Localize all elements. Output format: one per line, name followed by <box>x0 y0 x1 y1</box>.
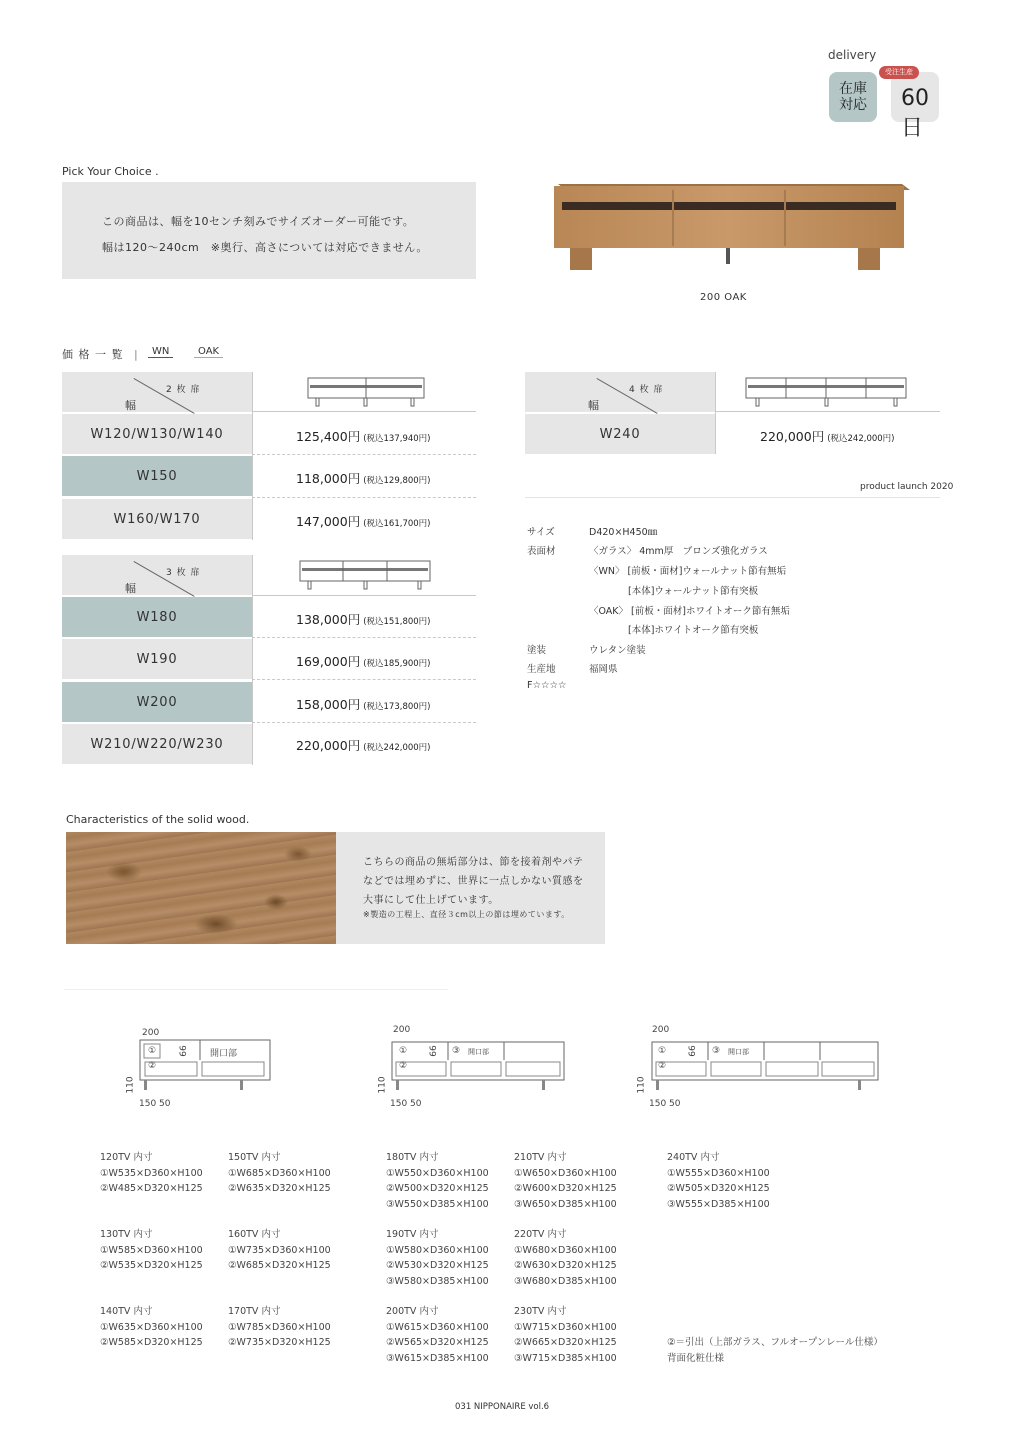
dimension-line: ③W680×D385×H100 <box>514 1275 617 1287</box>
two-door-icon <box>306 376 426 410</box>
dimension-block <box>386 1150 489 1212</box>
wood-texture-image <box>66 832 336 944</box>
dimension-line: ②W635×D320×H125 <box>228 1183 331 1194</box>
price-cell: 169,000円 (税込185,900円) <box>296 654 431 669</box>
stock-line2: 対応 <box>839 97 867 113</box>
characteristics-line1: こちらの商品の無垢部分は、節を接着剤やパテ <box>363 857 584 868</box>
dimension-line: ①W715×D360×H100 <box>514 1321 617 1333</box>
back-note: 背面化粧仕様 <box>667 1353 725 1364</box>
lead-time-badge <box>891 72 939 141</box>
diagram-inner-h: 99 <box>685 1045 696 1057</box>
dimension-line: ①W635×D360×H100 <box>100 1321 203 1333</box>
dimension-block <box>100 1227 203 1274</box>
dimension-title: 220TV 内寸 <box>514 1229 567 1240</box>
dimension-line: ②W535×D320×H125 <box>100 1260 203 1271</box>
lead-time-days: 60日 <box>901 86 929 141</box>
diagram-height: 110 <box>377 1076 388 1094</box>
delivery-label: delivery <box>828 48 877 62</box>
dimension-line: ②W565×D320×H125 <box>386 1337 489 1348</box>
spec-label: 生産地 <box>527 664 556 675</box>
four-door-icon <box>744 376 910 410</box>
price-list-title <box>62 346 139 362</box>
characteristics-title: Characteristics of the solid wood. <box>66 813 250 826</box>
dimension-title: 240TV 内寸 <box>667 1152 720 1163</box>
dimension-block <box>514 1227 617 1289</box>
dimension-block <box>386 1227 489 1289</box>
diagram-height: 110 <box>125 1076 136 1094</box>
two-door-label: 2 枚 扉 <box>166 385 201 395</box>
price-cell: 138,000円 (税込151,800円) <box>296 612 431 627</box>
diagram-bottom: 150 50 <box>390 1099 422 1109</box>
diagram-inner-h: 99 <box>176 1045 187 1057</box>
price-cell: 220,000円 (税込242,000円) <box>760 429 895 444</box>
characteristics-line3: 大事にして仕上げています。 <box>363 895 499 906</box>
price-list-divider: | <box>134 348 139 361</box>
dimension-line: ②W485×D320×H125 <box>100 1183 203 1194</box>
spec-value: [本体]ウォールナット節有突板 <box>628 586 759 597</box>
dimension-line: ①W535×D360×H100 <box>100 1167 203 1179</box>
width-cell: W210/W220/W230 <box>62 724 252 764</box>
dimension-line: ①W615×D360×H100 <box>386 1321 489 1333</box>
dimension-line: ①W785×D360×H100 <box>228 1321 331 1333</box>
footer: 031 NIPPONAIRE vol.6 <box>455 1402 550 1412</box>
pick-line1: この商品は、幅を10センチ刻みでサイズオーダー可能です。 <box>102 215 415 228</box>
dimension-line: ②W685×D320×H125 <box>228 1260 331 1271</box>
dimension-block <box>228 1304 331 1351</box>
pick-title: Pick Your Choice . <box>62 165 159 178</box>
dimension-line: ②W600×D320×H125 <box>514 1183 617 1194</box>
price-list-heading: 価 格 一 覧 <box>62 348 124 361</box>
characteristics-line2: などでは埋めずに、世界に一点しかない質感を <box>363 876 584 887</box>
pick-line2: 幅は120～240cm ※奥行、高さについては対応できません。 <box>102 241 428 254</box>
dimension-title: 150TV 内寸 <box>228 1152 281 1163</box>
dimension-block <box>100 1304 203 1351</box>
dimension-line: ③W715×D385×H100 <box>514 1352 617 1364</box>
diagram-2door <box>120 1038 280 1100</box>
dimension-line: ①W650×D360×H100 <box>514 1167 617 1179</box>
diagram-height: 110 <box>636 1076 647 1094</box>
dimension-title: 170TV 内寸 <box>228 1306 281 1317</box>
diagram-n2: ② <box>658 1061 667 1071</box>
dimension-line: ③W615×D385×H100 <box>386 1352 489 1364</box>
width-header: 幅 <box>125 582 136 595</box>
dimension-line: ③W650×D385×H100 <box>514 1198 617 1210</box>
diagram-n3: ③ <box>712 1046 721 1056</box>
four-door-label: 4 枚 扉 <box>629 385 664 395</box>
dimension-title: 230TV 内寸 <box>514 1306 567 1317</box>
dimension-line: ②W530×D320×H125 <box>386 1260 489 1271</box>
dimension-line: ③W580×D385×H100 <box>386 1275 489 1287</box>
diagram-n2: ② <box>399 1061 408 1071</box>
spec-label: 表面材 <box>527 546 556 557</box>
price-cell: 220,000円 (税込242,000円) <box>296 738 431 753</box>
spec-label: サイズ <box>527 527 555 538</box>
dimension-line: ②W735×D320×H125 <box>228 1337 331 1348</box>
characteristics-note: ※製造の工程上、直径３cm以上の節は埋めています。 <box>363 910 570 919</box>
width-cell: W160/W170 <box>62 499 252 539</box>
diagram-opening: 開口部 <box>468 1048 489 1056</box>
drawer-note: ②＝引出（上部ガラス、フルオープンレール仕様） <box>667 1337 883 1348</box>
price-cell: 125,400円 (税込137,940円) <box>296 429 431 444</box>
spec-value: 〈WN〉 [前板・面材]ウォールナット節有無垢 <box>589 566 787 577</box>
dimension-block <box>514 1304 617 1366</box>
dimension-block <box>386 1304 489 1366</box>
dimension-block <box>667 1150 770 1212</box>
stock-line1: 在庫 <box>839 81 867 97</box>
product-caption: 200 OAK <box>700 292 747 303</box>
diagram-4door <box>632 1038 882 1100</box>
dimension-line: ①W735×D360×H100 <box>228 1244 331 1256</box>
dimension-line: ②W505×D320×H125 <box>667 1183 770 1194</box>
dimension-line: ②W665×D320×H125 <box>514 1337 617 1348</box>
three-door-label: 3 枚 扉 <box>166 568 201 578</box>
spec-value: 福岡県 <box>589 664 618 675</box>
diagram-bottom: 150 50 <box>649 1099 681 1109</box>
diagram-n1: ① <box>148 1046 157 1056</box>
dimension-line: ②W630×D320×H125 <box>514 1260 617 1271</box>
dimension-line: ③W550×D385×H100 <box>386 1198 489 1210</box>
dimension-line: ①W550×D360×H100 <box>386 1167 489 1179</box>
dimension-line: ③W555×D385×H100 <box>667 1198 770 1210</box>
tab-wn[interactable]: WN <box>148 346 173 358</box>
price-cell: 158,000円 (税込173,800円) <box>296 697 431 712</box>
width-cell: W190 <box>62 639 252 679</box>
dimension-block <box>100 1150 203 1197</box>
diagram-n1: ① <box>399 1046 408 1056</box>
width-cell: W150 <box>62 456 252 496</box>
dimension-title: 160TV 内寸 <box>228 1229 281 1240</box>
dimension-block <box>514 1150 617 1212</box>
dimension-title: 180TV 内寸 <box>386 1152 439 1163</box>
dimension-block <box>228 1227 331 1274</box>
spec-label: 塗装 <box>527 645 547 656</box>
dimension-line: ①W555×D360×H100 <box>667 1167 770 1179</box>
dimension-title: 140TV 内寸 <box>100 1306 153 1317</box>
dimension-line: ②W500×D320×H125 <box>386 1183 489 1194</box>
spec-value: 〈ガラス〉 4mm厚 ブロンズ強化ガラス <box>589 546 768 557</box>
width-cell: W120/W130/W140 <box>62 414 252 454</box>
price-cell: 147,000円 (税込161,700円) <box>296 514 431 529</box>
price-cell: 118,000円 (税込129,800円) <box>296 471 431 486</box>
stock-badge <box>829 72 877 122</box>
spec-value: 〈OAK〉 [前板・面材]ホワイトオーク節有無垢 <box>589 606 790 617</box>
diagram-n3: ③ <box>452 1046 461 1056</box>
launch-label: product launch 2020 <box>860 482 954 492</box>
diagram-inner-h: 99 <box>426 1045 437 1057</box>
dimension-title: 210TV 内寸 <box>514 1152 567 1163</box>
width-cell: W200 <box>62 682 252 722</box>
spec-value: ウレタン塗装 <box>589 645 646 656</box>
width-header: 幅 <box>125 399 136 412</box>
dimension-block <box>228 1150 331 1197</box>
tab-oak[interactable]: OAK <box>194 346 223 358</box>
made-to-order-tag: 受注生産 <box>879 66 919 79</box>
dimension-title: 200TV 内寸 <box>386 1306 439 1317</box>
diagram-width: 200 <box>652 1025 670 1035</box>
product-image <box>550 180 910 272</box>
diagram-width: 200 <box>142 1028 160 1038</box>
width-header: 幅 <box>588 399 599 412</box>
spec-value: [本体]ホワイトオーク節有突板 <box>628 625 759 636</box>
dimension-line: ①W680×D360×H100 <box>514 1244 617 1256</box>
diagram-width: 200 <box>393 1025 411 1035</box>
three-door-icon <box>298 559 434 593</box>
dimension-line: ①W685×D360×H100 <box>228 1167 331 1179</box>
diagram-n1: ① <box>658 1046 667 1056</box>
dimension-title: 130TV 内寸 <box>100 1229 153 1240</box>
diagram-n2: ② <box>148 1061 157 1071</box>
width-cell: W180 <box>62 597 252 637</box>
diagram-opening: 開口部 <box>728 1048 749 1056</box>
diagram-opening: 開口部 <box>210 1049 238 1059</box>
dimension-line: ①W585×D360×H100 <box>100 1244 203 1256</box>
dimension-title: 190TV 内寸 <box>386 1229 439 1240</box>
dimension-line: ①W580×D360×H100 <box>386 1244 489 1256</box>
dimension-title: 120TV 内寸 <box>100 1152 153 1163</box>
width-cell: W240 <box>525 414 715 454</box>
spec-value: D420×H450㎜ <box>589 527 658 538</box>
spec-label: F☆☆☆☆ <box>527 680 567 691</box>
dimension-line: ②W585×D320×H125 <box>100 1337 203 1348</box>
pick-box <box>62 182 476 279</box>
diagram-bottom: 150 50 <box>139 1099 171 1109</box>
